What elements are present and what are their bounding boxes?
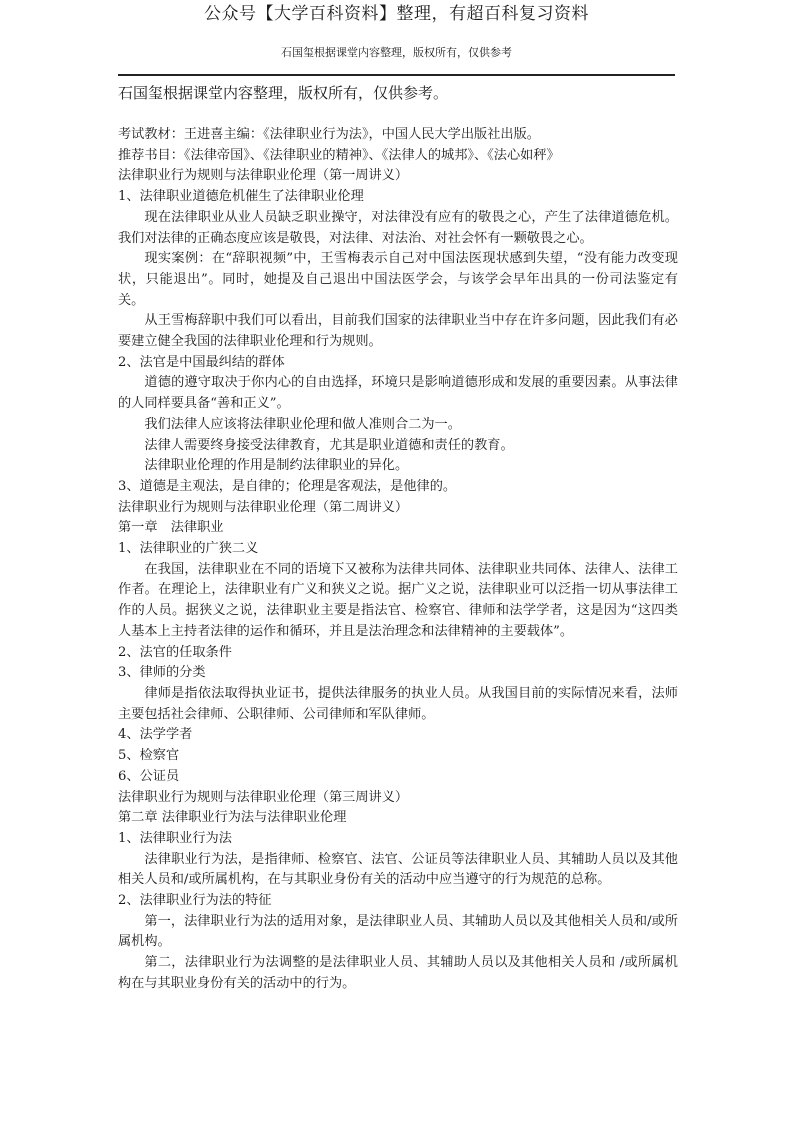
section-heading: 1、法律职业的广狭二义 [118,541,259,557]
chapter-heading: 第二章 法律职业行为法与法律职业伦理 [118,810,347,826]
section-heading: 1、法律职业道德危机催生了法律职业伦理 [118,189,364,205]
header-rule [118,74,675,76]
section-heading: 5、检察官 [118,748,180,764]
paragraph: 道德的遵守取决于你内心的自由选择，环境只是影响道德形成和发展的重要因素。从事法律的人同样要具备“善和正义”。 [118,375,678,412]
paragraph: 律师是指依法取得执业证书，提供法律服务的执业人员。从我国目前的实际情况来看，法师主要包括社会律师、公职律师、公司律师和军队律师。 [118,685,678,722]
paragraph: 法律人需要终身接受法律教育，尤其是职业道德和责任的教育。 [144,437,514,453]
week-2-title: 法律职业行为规则与法律职业伦理（第二周讲义） [118,499,409,515]
paragraph: 我们法律人应该将法律职业伦理和做人准则合二为一。 [144,416,461,432]
paragraph: 现实案例：在“辞职视频”中，王雪梅表示自己对中国法医现状感到失望，“没有能力改变现状，只能退出”。同时，她提及自己退出中国法医学会，与该学会早年出具的一份司法鉴定有关。 [118,251,678,308]
paragraph: 法律职业伦理的作用是制约法律职业的异化。 [144,458,409,474]
section-heading: 2、法律职业行为法的特征 [118,893,272,909]
section-heading: 2、法官的任取条件 [118,644,232,660]
paragraph: 从王雪梅辞职中我们可以看出，目前我们国家的法律职业当中存在许多问题，因此我们有必要建立健全我国的法律职业伦理和行为规则。 [118,313,678,350]
paragraph: 法律职业行为法，是指律师、检察官、法官、公证员等法律职业人员、其辅助人员以及其他相关人员和/或所属机构，在与其职业身份有关的活动中应当遵守的行为规范的总称。 [118,851,678,888]
reading-list-line: 推荐书目：《法律帝国》、《法律职业的精神》、《法律人的城邦》、《法心如秤》 [118,147,560,163]
section-heading: 2、法官是中国最纠结的群体 [118,354,285,370]
textbook-line: 考试教材：王进喜主编：《法律职业行为法》，中国人民大学出版社出版。 [118,127,540,142]
top-banner: 公众号【大学百科资料】整理，有超百科复习资料 [204,4,589,24]
section-heading: 4、法学学者 [118,727,193,743]
section-heading: 3、律师的分类 [118,665,206,681]
paragraph: 第一，法律职业行为法的适用对象，是法律职业人员、其辅助人员以及其他相关人员和/或所属机构。 [118,913,678,950]
document-body [118,125,678,995]
section-heading: 3、道德是主观法，是自律的；伦理是客观法，是他律的。 [118,478,457,494]
paragraph: 第二，法律职业行为法调整的是法律职业人员、其辅助人员以及其他相关人员和 /或所属机构在与其职业身份有关的活动中的行为。 [118,955,678,991]
week-1-title: 法律职业行为规则与法律职业伦理（第一周讲义） [118,168,409,184]
week-3-title: 法律职业行为规则与法律职业伦理（第三周讲义） [118,789,409,805]
paragraph: 现在法律职业从业人员缺乏职业操守，对法律没有应有的敬畏之心，产生了法律道德危机。我们对法律的正确态度应该是敬畏，对法律、对法治、对社会怀有一颗敬畏之心。 [118,209,678,246]
section-heading: 6、公证员 [118,768,180,784]
chapter-heading: 第一章 法律职业 [118,520,224,536]
page-header: 石国玺根据课堂内容整理，版权所有，仅供参考 [281,46,512,59]
copyright-note: 石国玺根据课堂内容整理，版权所有，仅供参考。 [118,84,449,102]
section-heading: 1、法律职业行为法 [118,830,232,846]
paragraph: 在我国，法律职业在不同的语境下又被称为法律共同体、法律职业共同体、法律人、法律工作者。在理论上，法律职业有广义和狭义之说。据广义之说，法律职业可以泛指一切从事法律工作的人员。据狭义之说，法律职业主要是指法官、检察官、律师和法学学者，这是因为“这四类人基本上主持者法律的运作和循环，并且是法治理念和法律精神的主要载体”。 [118,561,678,639]
